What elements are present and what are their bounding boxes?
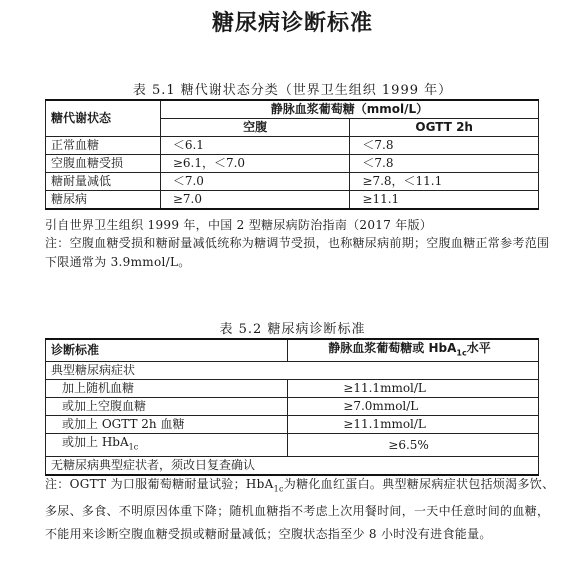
ogtt-value: ≥7.8，＜11.1 bbox=[350, 173, 539, 191]
criteria-label: 或加上空腹血糖 bbox=[46, 398, 288, 416]
criteria-value: ≥11.1mmol/L bbox=[288, 416, 539, 434]
footnote-part-a: 注：OGTT 为口服葡萄糖耐量试验；HbA bbox=[45, 477, 274, 491]
table-row bbox=[46, 380, 539, 398]
row-label: 糖尿病 bbox=[46, 191, 161, 210]
footnote-part-b: 为糖化血红蛋白。典型糖尿病症状包括烦渴多饮、多尿、多食、不明原因体重下降；随机血糖指不考虑上次用餐时间，一天中任意时间的血糖，不能用来诊断空腹血糖受损或糖耐量减低；空腹状态指至少 8 小时没有进食能量。 bbox=[45, 477, 555, 542]
fasting-value: ≥7.0 bbox=[160, 191, 350, 210]
criteria-value: ≥11.1mmol/L bbox=[288, 380, 539, 398]
table-row bbox=[46, 191, 539, 210]
fasting-value: ＜6.1 bbox=[160, 137, 350, 155]
criteria-label-main: 或加上 HbA bbox=[62, 435, 129, 450]
level-header-main: 静脉血浆葡萄糖或 HbA bbox=[328, 341, 457, 355]
fasting-header-cell: 空腹 bbox=[160, 119, 350, 137]
diabetes-diagnosis-table bbox=[45, 338, 539, 476]
row-label: 空腹血糖受损 bbox=[46, 155, 161, 173]
footnote-prediabetes: 注：空腹血糖受损和糖耐量减低统称为糖调节受损，也称糖尿病前期；空腹血糖正常参考范围下限通常为 3.9mmol/L。 bbox=[45, 236, 550, 269]
criteria-value: ≥7.0mmol/L bbox=[288, 398, 539, 416]
table-row bbox=[46, 434, 539, 456]
source-note: 引自世界卫生组织 1999 年，中国 2 型糖尿病防治指南（2017 年版） bbox=[45, 218, 433, 232]
fasting-value: ≥6.1，＜7.0 bbox=[160, 155, 350, 173]
ogtt-value: ＜7.8 bbox=[350, 155, 539, 173]
page-title: 糖尿病诊断标准 bbox=[211, 11, 373, 36]
glucose-metabolism-table bbox=[45, 99, 539, 210]
criteria-value: ≥6.5% bbox=[288, 434, 539, 456]
ogtt-value: ＜7.8 bbox=[350, 137, 539, 155]
level-header-sub: 1c bbox=[456, 348, 467, 358]
table-row bbox=[46, 416, 539, 434]
level-header-cell bbox=[288, 339, 539, 362]
row-header-cell: 糖代谢状态 bbox=[46, 100, 161, 137]
table-row bbox=[46, 155, 539, 173]
footnote-definitions bbox=[45, 473, 555, 546]
footer-row bbox=[46, 456, 539, 475]
row-label: 正常血糖 bbox=[46, 137, 161, 155]
level-header-tail: 水平 bbox=[466, 341, 491, 355]
row-label: 糖耐量减低 bbox=[46, 173, 161, 191]
table-header-row bbox=[46, 339, 539, 362]
criteria-label: 加上随机血糖 bbox=[46, 380, 288, 398]
table-row bbox=[46, 398, 539, 416]
footnote-sub: 1c bbox=[273, 484, 284, 494]
table1-caption: 表 5.1 糖代谢状态分类（世界卫生组织 1999 年） bbox=[132, 83, 453, 98]
section-label: 典型糖尿病症状 bbox=[46, 362, 539, 380]
criteria-header-cell: 诊断标准 bbox=[46, 339, 288, 362]
table-row bbox=[46, 137, 539, 155]
footer-label: 无糖尿病典型症状者，须改日复查确认 bbox=[46, 456, 539, 475]
criteria-label bbox=[46, 434, 288, 456]
table-row bbox=[46, 173, 539, 191]
fasting-value: ＜7.0 bbox=[160, 173, 350, 191]
ogtt-value: ≥11.1 bbox=[350, 191, 539, 210]
ogtt-header-cell: OGTT 2h bbox=[350, 119, 539, 137]
group-header-cell: 静脉血浆葡萄糖（mmol/L） bbox=[160, 100, 538, 119]
section-row bbox=[46, 362, 539, 380]
criteria-label-sub: 1c bbox=[128, 442, 139, 452]
table-header-row bbox=[46, 100, 539, 119]
table2-caption: 表 5.2 糖尿病诊断标准 bbox=[219, 322, 366, 337]
criteria-label: 或加上 OGTT 2h 血糖 bbox=[46, 416, 288, 434]
